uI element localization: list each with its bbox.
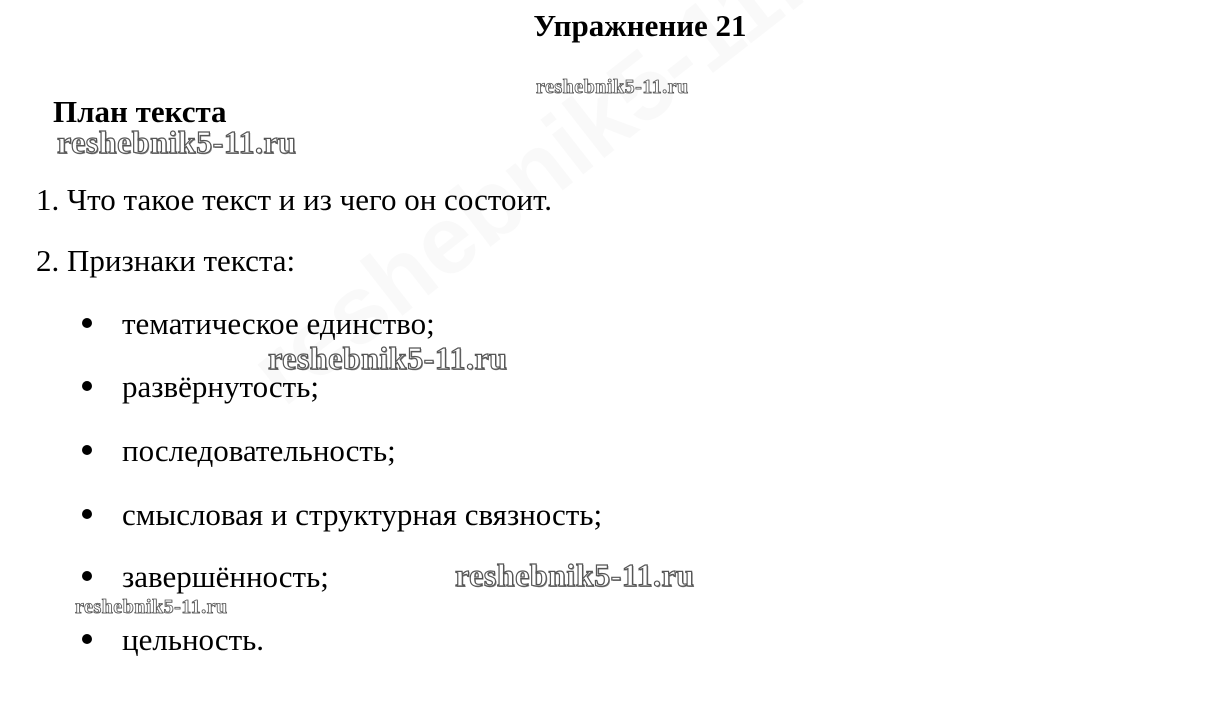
bullet-icon xyxy=(82,634,92,644)
list-item-text: последовательность; xyxy=(122,433,396,468)
list-item-text: тематическое единство; xyxy=(122,306,435,341)
list-item-text: цельность. xyxy=(122,622,265,657)
bullet-icon xyxy=(82,571,92,581)
list-item xyxy=(82,495,602,535)
bullet-icon xyxy=(82,445,92,455)
watermark: reshebnik5-11.ru xyxy=(75,596,228,618)
watermark: reshebnik5-11.ru xyxy=(268,340,508,376)
plan-item-1: 1. Что такое текст и из чего он состоит. xyxy=(36,182,553,217)
bullet-icon xyxy=(82,318,92,328)
section-heading: План текста xyxy=(53,94,227,129)
list-item-text: смысловая и структурная связность; xyxy=(122,497,603,532)
watermark: reshebnik5-11.ru xyxy=(455,557,695,593)
list-item xyxy=(82,620,264,660)
list-item xyxy=(82,431,396,471)
bullet-icon xyxy=(82,381,92,391)
plan-item-2: 2. Признаки текста: xyxy=(36,243,296,278)
list-item xyxy=(82,557,329,597)
watermark: reshebnik5-11.ru xyxy=(57,124,297,160)
list-item-text: развёрнутость; xyxy=(122,369,319,404)
page-title: Упражнение 21 xyxy=(533,8,747,43)
bullet-icon xyxy=(82,509,92,519)
list-item xyxy=(82,304,435,344)
list-item-text: завершённость; xyxy=(122,559,329,594)
watermark: reshebnik5-11.ru xyxy=(536,76,689,98)
